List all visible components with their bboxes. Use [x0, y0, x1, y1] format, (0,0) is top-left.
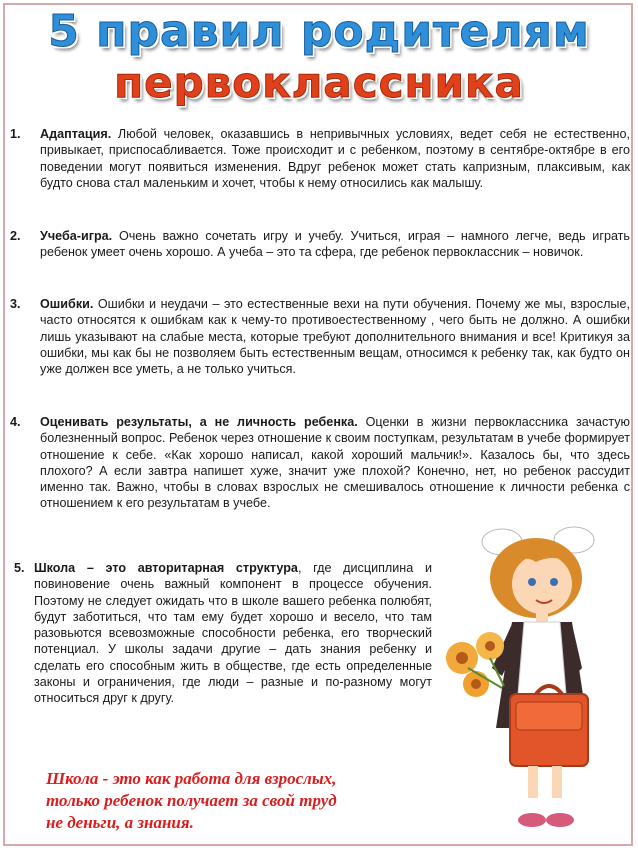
rule-number: 3.	[10, 297, 21, 311]
rule-3	[10, 296, 630, 377]
schoolgirl-illustration	[432, 518, 632, 848]
rule-text: , где дисциплина и повиновение очень важный компонент в процессе обучения. Поэтому не следует ожидать что в школе вашего ребенка полюбят, будут заботиться, что там ему будет хорошо и весело, что там разовьются всевозможные способности ребенка, его творческий потенциал. У школы задачи другие – дать знания ребенку и сделать его способным жить в обществе, где есть определенные законы и ограничения, где люди – разные и по-разному могут относиться друг к другу.	[34, 561, 432, 706]
rule-1	[10, 126, 630, 191]
rule-text: Любой человек, оказавшись в непривычных условиях, ведет себя не естественно, привыкает, приспосабливается. Тоже происходит и с ребенком, поэтому в сентябре-октябре в его поведении могут появиться изменения. Вдруг ребенок может стать капризным, плаксивым, как будто снова стал маленьким и хочет, чтобы к нему относились как малышу.	[40, 127, 630, 190]
rule-2	[10, 228, 630, 261]
quote-line: не деньги, а знания.	[46, 813, 194, 832]
rule-4	[10, 414, 630, 512]
rule-text: Ошибки и неудачи – это естественные вехи на пути обучения. Почему же мы, взрослые, часто относятся к ошибкам как к чему-то противоестественному , чего быть не должно. А ошибки лишь указывают на слабые места, которые требуют дополнительного внимания и все! Критикуя за ошибки, мы как бы не позволяем быть естественным вещам, относимся к ребенку так, как будто он уже должен все уметь, а не только учиться.	[40, 297, 630, 377]
page-title-line2: первоклассника	[114, 58, 524, 107]
quote-line: только ребенок получает за свой труд	[46, 791, 337, 810]
rule-text: Очень важно сочетать игру и учебу. Учиться, играя – намного легче, ведь играть ребенок умеет очень хорошо. А учеба – это та сфера, где ребенок первоклассник – новичок.	[40, 229, 630, 260]
rule-number: 5.	[14, 561, 25, 575]
rule-heading: Учеба-игра.	[40, 229, 113, 243]
rule-heading: Адаптация.	[40, 127, 112, 141]
rule-5	[14, 560, 432, 707]
rule-heading: Оценивать результаты, а не личность ребенка.	[40, 415, 358, 429]
quote-line: Школа - это как работа для взрослых,	[46, 769, 337, 788]
rule-number: 4.	[10, 415, 21, 429]
page-title-line1: 5 правил родителям	[48, 6, 590, 57]
closing-quote	[46, 768, 426, 834]
rule-number: 2.	[10, 229, 21, 243]
rule-heading: Ошибки.	[40, 297, 94, 311]
rule-number: 1.	[10, 127, 21, 141]
rule-text: Оценки в жизни первоклассника зачастую болезненный вопрос. Ребенок через отношение к своим поступкам, результатам в учебе формирует отношение к себе. «Как хорошо написал, какой хороший мальчик!». Казалось бы, что здесь плохого? А если завтра напишет хуже, значит уже плохой? Конечно, нет, но ребенок рассудит именно так. Важно, чтобы в словах взрослых не смешивалось отношение к личности ребенка с отношением к его результатам в учебе.	[40, 415, 630, 511]
rule-heading: Школа – это авторитарная структура	[34, 561, 298, 575]
